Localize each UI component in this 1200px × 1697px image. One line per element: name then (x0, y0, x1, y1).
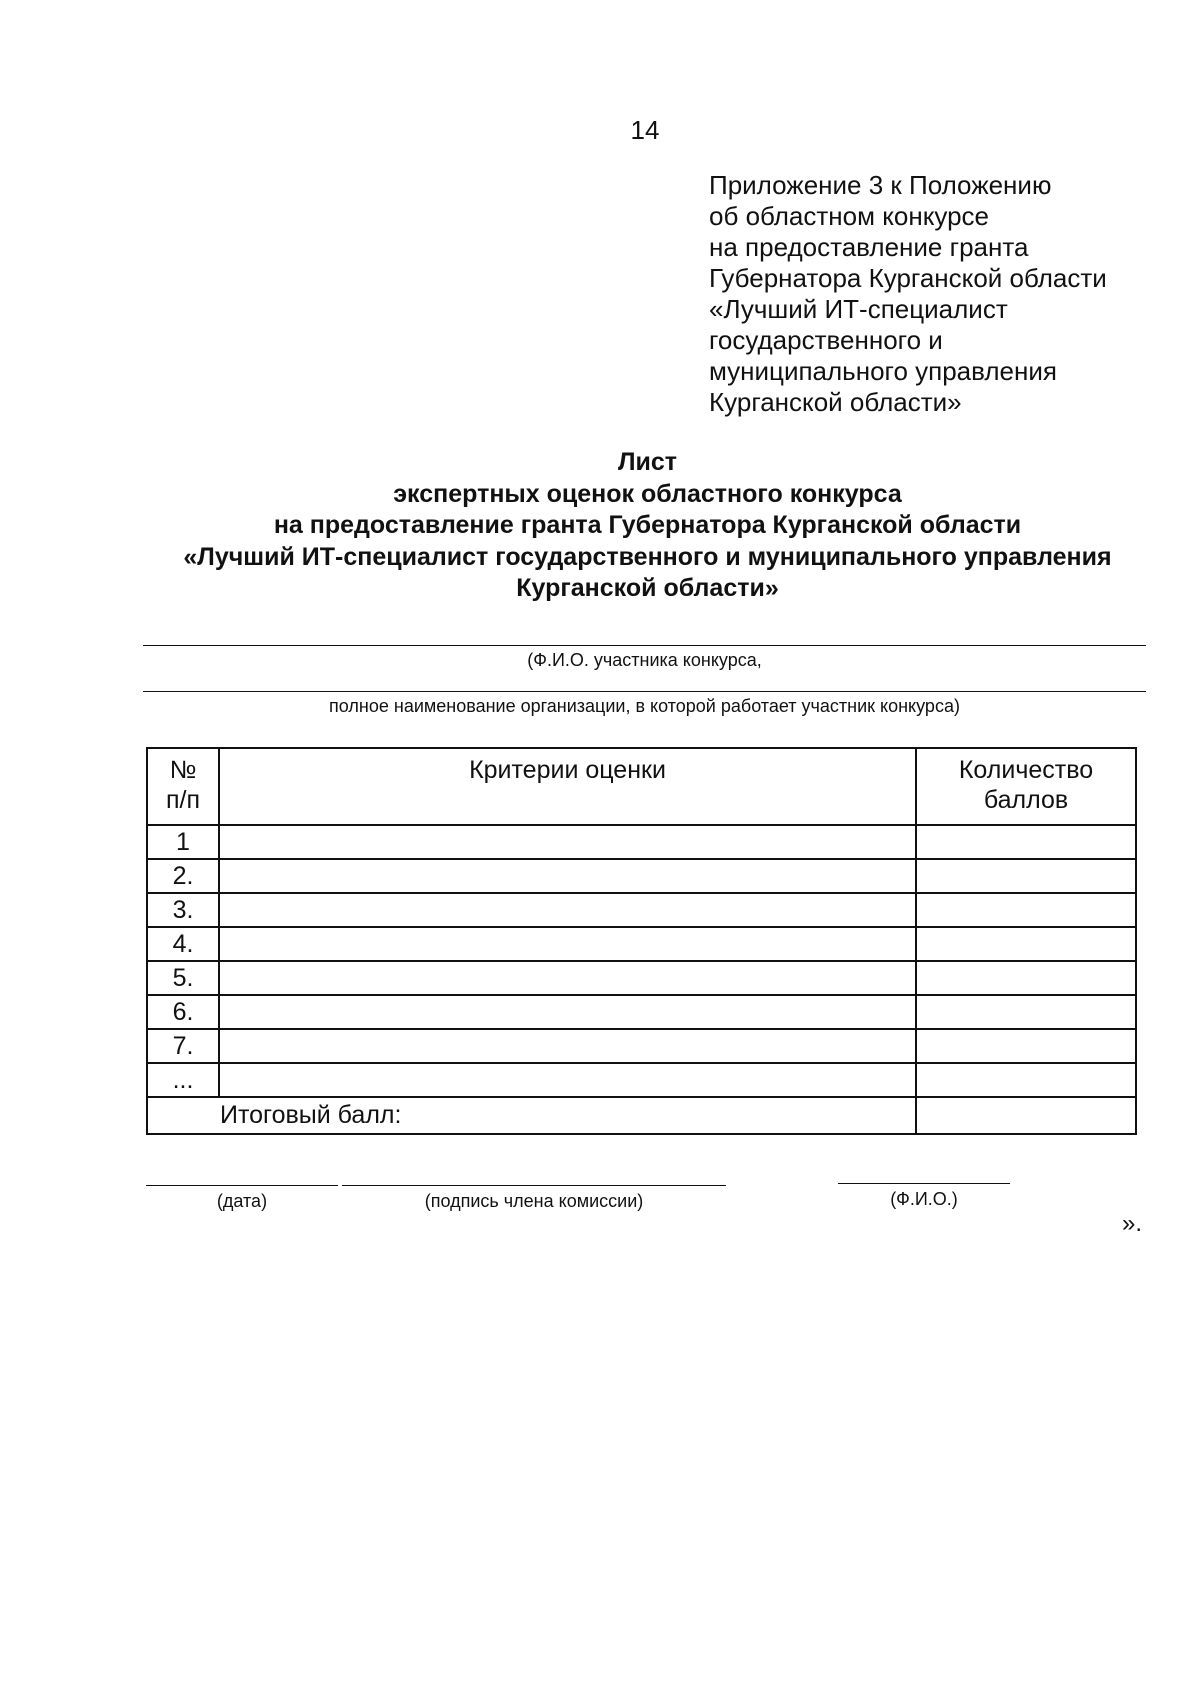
title-line: Курганской области» (516, 574, 779, 602)
table-row (147, 995, 1136, 1029)
header-number-line: № (169, 756, 197, 784)
row-number: ... (147, 1063, 219, 1097)
appendix-line: на предоставление гранта (709, 232, 1029, 262)
table-row (147, 825, 1136, 859)
table-header-row (147, 748, 1136, 825)
row-number: 4. (147, 927, 219, 961)
title-line: на предоставление гранта Губернатора Курганской области (273, 511, 1022, 539)
title-line: «Лучший ИТ-специалист государственного и муниципального управления (183, 542, 1112, 571)
appendix-block (709, 170, 1179, 418)
criteria-cell[interactable] (219, 927, 916, 961)
criteria-cell[interactable] (219, 961, 916, 995)
total-label: Итоговый балл: (147, 1097, 916, 1134)
organization-caption: полное наименование организации, в которой работает участник конкурса) (329, 696, 960, 716)
score-cell[interactable] (916, 825, 1136, 859)
table-row (147, 893, 1136, 927)
page-number: 14 (630, 115, 660, 145)
table-row (147, 961, 1136, 995)
score-cell[interactable] (916, 1029, 1136, 1063)
participant-name-caption: (Ф.И.О. участника конкурса, (527, 650, 762, 670)
title-line: экспертных оценок областного конкурса (393, 479, 902, 508)
fio-caption: (Ф.И.О.) (890, 1189, 958, 1209)
score-cell[interactable] (916, 893, 1136, 927)
header-number-line: п/п (165, 786, 201, 814)
row-number: 6. (147, 995, 219, 1029)
criteria-cell[interactable] (219, 1029, 916, 1063)
criteria-cell[interactable] (219, 859, 916, 893)
header-score (916, 748, 1136, 825)
appendix-line: Приложение 3 к Положению (709, 170, 1052, 200)
appendix-line: муниципального управления (709, 356, 1057, 386)
total-row (147, 1097, 1136, 1134)
row-number: 5. (147, 961, 219, 995)
appendix-line: об областном конкурсе (709, 201, 989, 231)
evaluation-table (146, 747, 1137, 1135)
header-score-line: Количество (958, 756, 1094, 784)
fio-line[interactable] (838, 1183, 1010, 1184)
row-number: 3. (147, 893, 219, 927)
appendix-line: Губернатора Курганской области (709, 263, 1107, 293)
row-number: 2. (147, 859, 219, 893)
participant-name-line[interactable] (143, 645, 1146, 646)
closing-mark: ». (1122, 1210, 1143, 1237)
signature-line[interactable] (342, 1185, 726, 1186)
header-criteria: Критерии оценки (219, 748, 916, 825)
criteria-cell[interactable] (219, 1063, 916, 1097)
criteria-cell[interactable] (219, 995, 916, 1029)
organization-line[interactable] (143, 691, 1146, 692)
date-caption: (дата) (216, 1191, 268, 1211)
criteria-cell[interactable] (219, 893, 916, 927)
title-line: Лист (617, 448, 678, 476)
total-score-cell[interactable] (916, 1097, 1136, 1134)
date-line[interactable] (146, 1185, 338, 1186)
score-cell[interactable] (916, 1063, 1136, 1097)
table-row (147, 859, 1136, 893)
table-row (147, 1029, 1136, 1063)
criteria-cell[interactable] (219, 825, 916, 859)
score-cell[interactable] (916, 995, 1136, 1029)
header-score-line: баллов (983, 786, 1069, 814)
row-number: 7. (147, 1029, 219, 1063)
appendix-line: Курганской области» (709, 387, 962, 417)
table-row (147, 927, 1136, 961)
header-number (147, 748, 219, 825)
appendix-line: «Лучший ИТ-специалист (709, 294, 1008, 324)
document-title (60, 447, 1200, 605)
score-cell[interactable] (916, 961, 1136, 995)
row-number: 1 (147, 825, 219, 859)
score-cell[interactable] (916, 927, 1136, 961)
score-cell[interactable] (916, 859, 1136, 893)
appendix-line: государственного и (709, 325, 943, 355)
table-row (147, 1063, 1136, 1097)
signature-caption: (подпись члена комиссии) (424, 1191, 644, 1211)
